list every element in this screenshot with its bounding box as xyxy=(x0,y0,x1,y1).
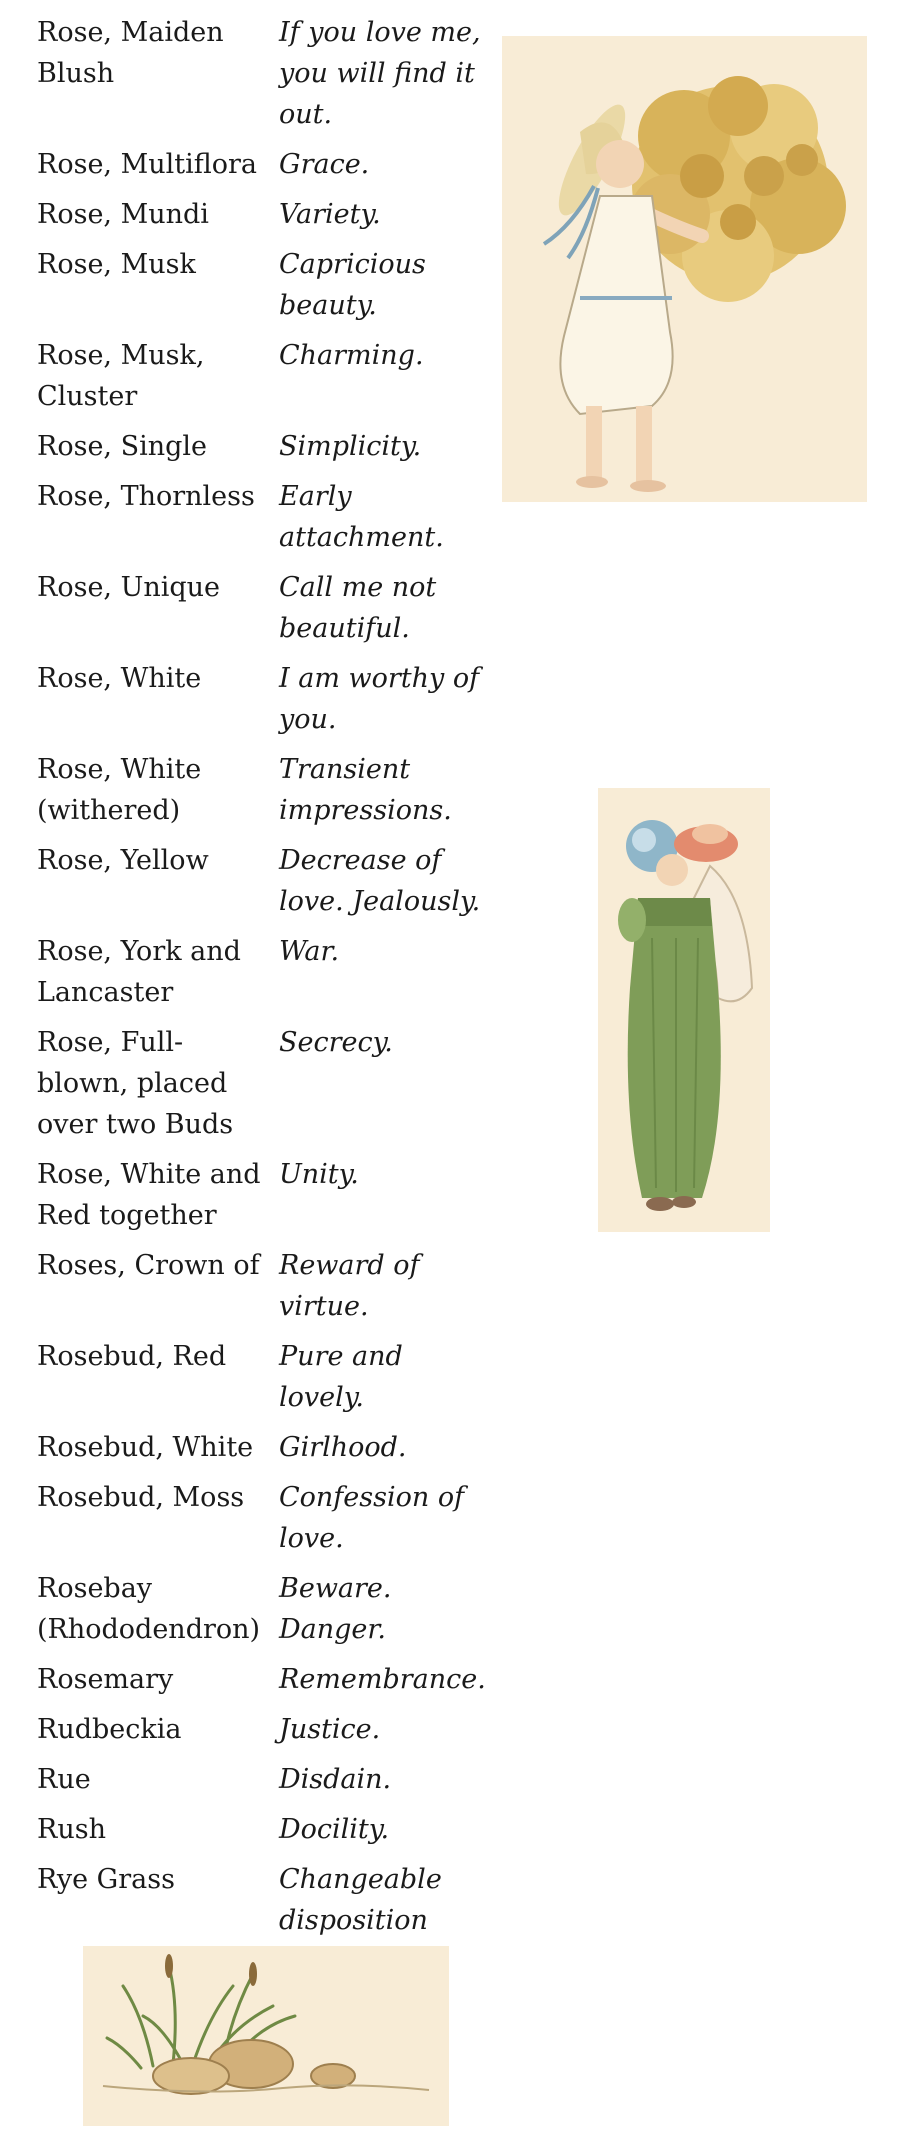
flower-meaning-table xyxy=(30,12,500,1950)
flower-meaning: Beware. Danger. xyxy=(279,1573,392,1645)
table-row xyxy=(30,1336,500,1427)
table-row xyxy=(30,1427,500,1477)
table-row xyxy=(30,194,500,244)
table-row xyxy=(30,840,500,931)
flower-name: Rosebud, Red xyxy=(37,1341,227,1372)
flower-name: Rose, White and Red together xyxy=(37,1159,261,1231)
table-row xyxy=(30,931,500,1022)
flower-meaning: I am worthy of you. xyxy=(279,663,480,735)
flower-meaning: Pure and lovely. xyxy=(279,1341,403,1413)
girl-carrying-blossoms-illustration xyxy=(502,36,867,502)
flower-name: Rose, Musk xyxy=(37,249,196,280)
flower-name: Rose, Single xyxy=(37,431,208,462)
flower-meaning: Capricious beauty. xyxy=(279,249,426,321)
table-row xyxy=(30,1859,500,1950)
flower-name: Rosebud, White xyxy=(37,1432,254,1463)
girl-carrying-blossoms-icon xyxy=(502,36,867,502)
table-row xyxy=(30,749,500,840)
flower-name: Rose, White (withered) xyxy=(37,754,202,826)
flower-meaning: Early attachment. xyxy=(279,481,444,553)
flower-name: Rosebay (Rhododendron) xyxy=(37,1573,261,1645)
flower-name: Rose, Unique xyxy=(37,572,221,603)
flower-meaning: Justice. xyxy=(279,1714,381,1745)
flower-meaning: Girlhood. xyxy=(279,1432,407,1463)
flower-name: Rosemary xyxy=(37,1664,174,1695)
table-row xyxy=(30,1709,500,1759)
table-row xyxy=(30,144,500,194)
flower-name: Roses, Crown of xyxy=(37,1250,260,1281)
flower-meaning: Remembrance. xyxy=(279,1664,486,1695)
table-row xyxy=(30,1154,500,1245)
table-row xyxy=(30,1022,500,1154)
flower-name: Rose, White xyxy=(37,663,202,694)
table-row xyxy=(30,426,500,476)
grass-and-stones-illustration xyxy=(83,1946,449,2126)
flower-meaning: Confession of love. xyxy=(279,1482,465,1554)
table-row xyxy=(30,1659,500,1709)
flower-meaning: Decrease of love. Jealously. xyxy=(279,845,481,917)
flower-name: Rose, Yellow xyxy=(37,845,209,876)
table-row xyxy=(30,1568,500,1659)
table-row xyxy=(30,12,500,144)
flower-name: Rudbeckia xyxy=(37,1714,182,1745)
table-row xyxy=(30,476,500,567)
flower-meaning: Changeable disposition xyxy=(279,1864,442,1936)
flower-name: Rose, Full-blown, placed over two Buds xyxy=(37,1027,234,1140)
table-row xyxy=(30,1477,500,1568)
flower-name: Rye Grass xyxy=(37,1864,175,1895)
flower-meaning: Reward of virtue. xyxy=(279,1250,420,1322)
girl-in-green-dress-icon xyxy=(598,788,770,1232)
flower-name: Rose, Thornless xyxy=(37,481,255,512)
table-row xyxy=(30,658,500,749)
flower-meaning: Docility. xyxy=(279,1814,390,1845)
flower-name: Rue xyxy=(37,1764,91,1795)
table-row xyxy=(30,335,500,426)
flower-meaning: Charming. xyxy=(279,340,424,371)
flower-name: Rose, Multiflora xyxy=(37,149,258,180)
flower-name: Rose, York and Lancaster xyxy=(37,936,241,1008)
table-row xyxy=(30,1809,500,1859)
flower-meaning: Unity. xyxy=(279,1159,359,1190)
flower-meaning: Disdain. xyxy=(279,1764,392,1795)
flower-name: Rose, Musk, Cluster xyxy=(37,340,205,412)
grass-and-stones-icon xyxy=(83,1946,449,2126)
flower-meaning: Secrecy. xyxy=(279,1027,393,1058)
flower-meaning: Transient impressions. xyxy=(279,754,452,826)
table-row xyxy=(30,1759,500,1809)
flower-meaning: War. xyxy=(279,936,340,967)
flower-name: Rose, Mundi xyxy=(37,199,209,230)
flower-meaning: Simplicity. xyxy=(279,431,422,462)
table-row xyxy=(30,1245,500,1336)
flower-meaning: Call me not beautiful. xyxy=(279,572,437,644)
table-row xyxy=(30,567,500,658)
flower-meaning: Variety. xyxy=(279,199,381,230)
girl-in-green-dress-illustration xyxy=(598,788,770,1232)
flower-name: Rush xyxy=(37,1814,106,1845)
flower-name: Rose, Maiden Blush xyxy=(37,17,224,89)
flower-meaning: If you love me, you will find it out. xyxy=(279,17,481,130)
flower-name: Rosebud, Moss xyxy=(37,1482,245,1513)
flower-meaning: Grace. xyxy=(279,149,370,180)
table-row xyxy=(30,244,500,335)
